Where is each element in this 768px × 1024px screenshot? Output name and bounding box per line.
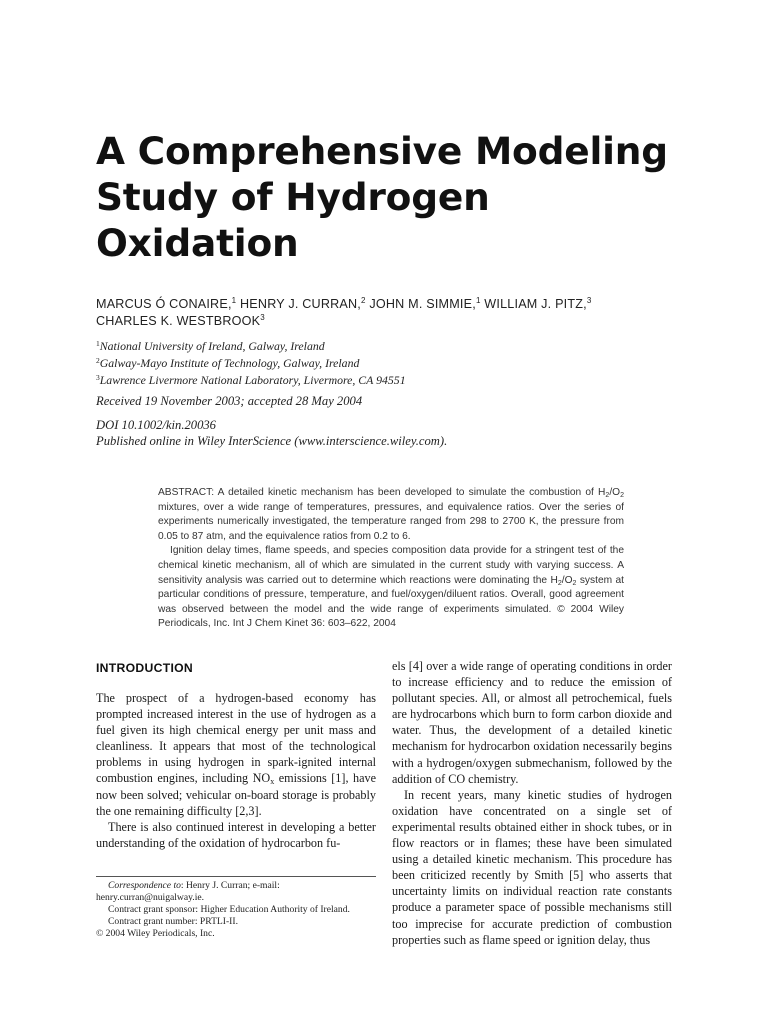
published-online-line: Published online in Wiley InterScience (www.interscience.wiley.com). (96, 434, 448, 448)
abstract-text: Ignition delay times, flame speeds, and species composition data provide for a stringent test of the chemical kinetic mechanism, all of which are simulated in the current study with varying success. A sensitivity analysis was carried out to determine which reactions were dominating the H (158, 545, 624, 586)
author-name: HENRY J. CURRAN, (240, 297, 362, 311)
subscript: 2 (605, 492, 610, 499)
title-line-2: Study of Hydrogen (96, 175, 490, 219)
doi-line: DOI 10.1002/kin.20036 (96, 418, 216, 432)
body-text: emissions [1], have now been solved; vehicular on-board storage is probably the one remaining difficulty [2,3]. (96, 771, 376, 818)
affiliation-text: Lawrence Livermore National Laboratory, Livermore, CA 94551 (99, 373, 406, 387)
author-name: MARCUS Ó CONAIRE, (96, 297, 232, 311)
title-line-3: Oxidation (96, 221, 299, 265)
body-text: The prospect of a hydrogen-based economy has prompted increased interest in the use of hydrogen as a fuel given its high chemical energy per unit mass and cleanliness. It appears that most of the technological problems in using hydrogen in spark-ignited internal combustion engines, including NO (96, 691, 376, 786)
subscript: 2 (557, 579, 562, 587)
publication-info (96, 417, 696, 449)
affiliation (96, 355, 696, 372)
grant-number-note: Contract grant number: PRTLI-II. (108, 916, 238, 927)
author-name: CHARLES K. WESTBROOK (96, 314, 261, 328)
affiliation (96, 338, 696, 355)
affiliation-list (96, 338, 696, 389)
abstract-text: mixtures, over a wide range of temperatures, pressures, and equivalence ratios. Over the series of experiments numerically investigated, the temperature ranged from 298 to 2700 K, the pressure from 0.05 to 87 atm, and the equivalence ratios from 0.2 to 6. (158, 501, 624, 542)
copyright-note: © 2004 Wiley Periodicals, Inc. (96, 928, 215, 939)
affiliation-text: Galway-Mayo Institute of Technology, Galway, Ireland (99, 356, 360, 370)
abstract-paragraph (158, 486, 624, 544)
abstract-text: /O (609, 487, 621, 498)
author-affil-mark: 3 (586, 296, 592, 305)
abstract-text: ABSTRACT: A detailed kinetic mechanism has been developed to simulate the combustion of H (158, 487, 606, 498)
footnote-divider (96, 876, 376, 877)
body-paragraph: In recent years, many kinetic studies of hydrogen oxidation have concentrated on a single set of experimental results obtained either in shock tubes, or in flow reactors or in flames; these have been simulated using a detailed kinetic mechanism. This procedure has been criticized recently by Smith [5] who asserts that uncertainty limits on individual reaction rate constants produce a parameter space of possible mechanisms still too imprecise for accurate prediction of combustion properties such as flame speed or ignition delay, thus (392, 787, 672, 947)
abstract-text: system at particular conditions of pressure, temperature, and fuel/oxygen/diluent ratios. Overall, good agreement was observed between the model and the wide range of experiments simulated. © 2004 Wiley Periodicals, Inc. Int J Chem Kinet 36: 603–622, 2004 (158, 574, 625, 630)
author-name: JOHN M. SIMMIE, (369, 297, 476, 311)
body-paragraph: There is also continued interest in developing a better understanding of the oxidation of hydrocarbon fu- (96, 819, 376, 850)
author-name: WILLIAM J. PITZ, (484, 297, 587, 311)
right-column (392, 658, 672, 948)
affiliation-number: 1 (96, 339, 100, 348)
abstract-text: /O (561, 574, 573, 586)
body-paragraph: els [4] over a wide range of operating conditions in order to increase efficiency and to reduce the emission of pollutant species. All, or almost all petrochemical, fuels are hydrocarbons which burn to form carbon dioxide and water. Thus, the development of a detailed kinetic mechanism for hydrocarbon oxidation necessarily begins with a hydrogen/oxygen submechanism, followed by the addition of CO chemistry. (392, 659, 672, 786)
abstract (158, 486, 624, 632)
subscript: 2 (572, 579, 577, 587)
subscript: 2 (620, 492, 624, 499)
correspondence-text: : Henry J. Curran; e-mail: henry.curran@nuigalway.ie. (96, 880, 280, 903)
correspondence-label: Correspondence to (108, 880, 181, 891)
grant-sponsor-note: Contract grant sponsor: Higher Education Authority of Ireland. (108, 904, 350, 915)
left-column (96, 658, 376, 851)
footnotes (96, 880, 378, 940)
affiliation (96, 372, 696, 389)
section-heading-introduction: INTRODUCTION (96, 661, 194, 675)
received-dates: Received 19 November 2003; accepted 28 May 2004 (96, 394, 363, 408)
affiliation-number: 2 (96, 356, 100, 365)
abstract-paragraph (158, 544, 624, 632)
author-affil-mark: 1 (231, 296, 237, 305)
author-list (96, 296, 696, 330)
author-affil-mark: 3 (260, 313, 265, 322)
title-line-1: A Comprehensive Modeling (96, 129, 668, 173)
paper-title (96, 128, 716, 266)
affiliation-number: 3 (96, 373, 100, 382)
author-affil-mark: 2 (361, 296, 366, 305)
affiliation-text: National University of Ireland, Galway, Ireland (99, 339, 325, 353)
correspondence-note (96, 880, 378, 904)
subscript: x (270, 777, 275, 787)
author-affil-mark: 1 (475, 296, 481, 305)
body-paragraph (96, 690, 376, 819)
